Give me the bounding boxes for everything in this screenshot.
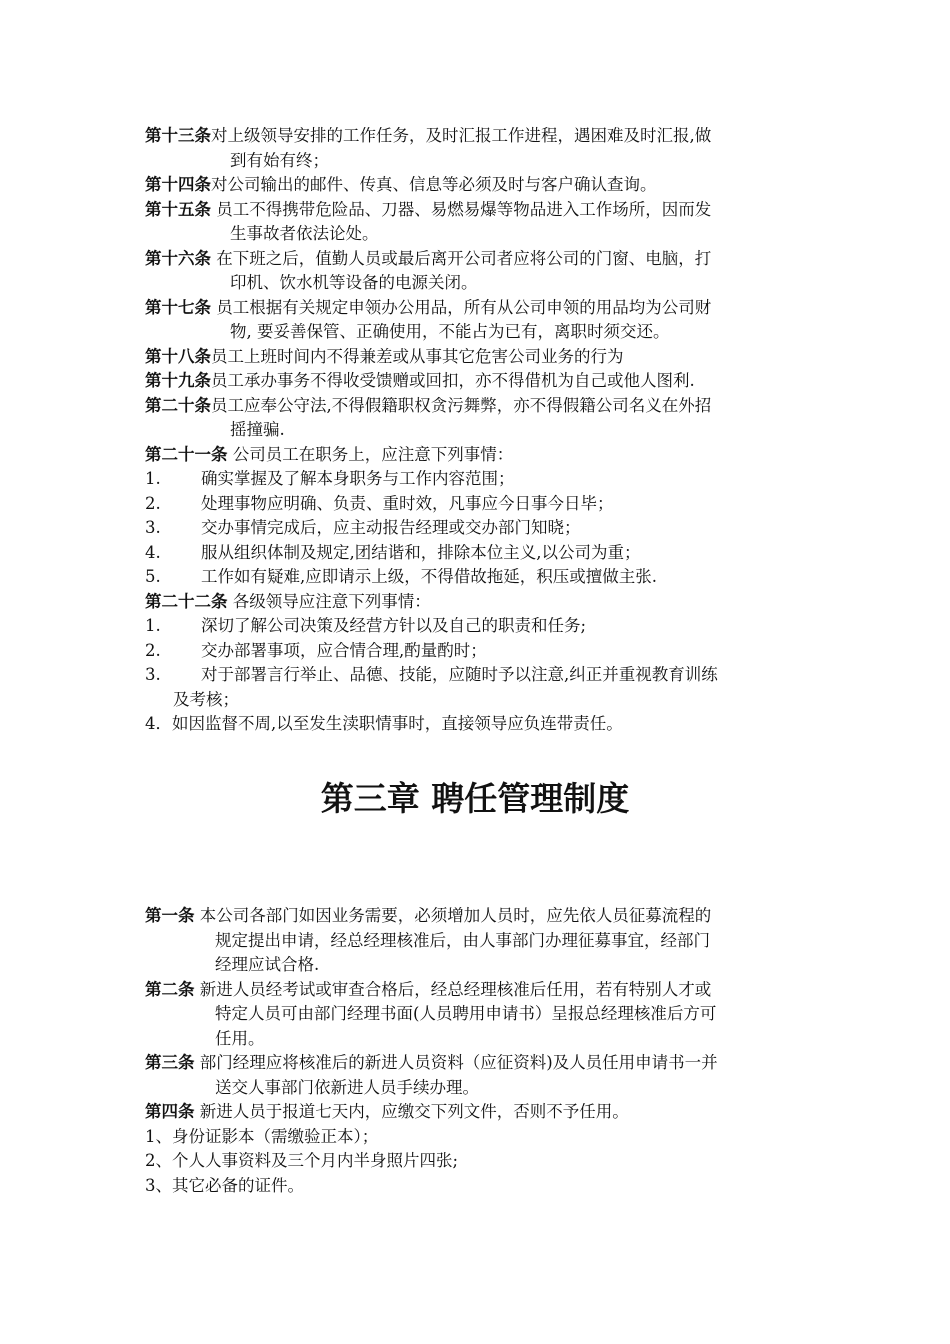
section-chapter2-continued	[145, 124, 810, 737]
list-item-last: 4．如因监督不周,以至发生渎职情事时，直接领导应负连带责任。	[145, 714, 623, 733]
list-item: 4. 服从组织体制及规定,团结谐和，排除本位主义,以公司为重；	[145, 542, 641, 562]
list-item: 3、其它必备的证件。	[145, 1175, 304, 1195]
article-18: 第十八条员工上班时间内不得兼差或从事其它危害公司业务的行为	[145, 346, 624, 366]
list-item: 1、身份证影本（需缴验正本）；	[145, 1126, 379, 1146]
list-item-continuation: 及考核；	[173, 689, 239, 709]
list-item: 1. 确实掌握及了解本身职务与工作内容范围；	[145, 469, 515, 488]
section-chapter3	[145, 904, 810, 1198]
article-20: 第二十条员工应奉公守法,不得假籍职权贪污舞弊，亦不得假籍公司名义在外招 摇撞骗.	[145, 395, 712, 439]
list-item: 3. 交办事情完成后，应主动报告经理或交办部门知晓；	[145, 518, 581, 537]
chapter-title: 第三章 聘任管理制度	[320, 779, 630, 818]
list-item: 3. 对于部署言行举止、品德、技能，应随时予以注意,纠正并重视教育训练	[145, 665, 718, 684]
article-16: 第十六条 在下班之后，值勤人员或最后离开公司者应将公司的门窗、电脑，打 印机、饮水机等设备的电源关闭。	[145, 248, 712, 292]
article-17: 第十七条 员工根据有关规定申领办公用品，所有从公司申领的用品均为公司财 物, 要妥善保管、正确使用，不能占为已有，离职时须交还。	[145, 297, 712, 341]
list-item: 5. 工作如有疑难,应即请示上级，不得借故拖延，积压或擅做主张.	[145, 567, 657, 586]
article-4: 第四条 新进人员于报道七天内，应缴交下列文件，否则不予任用。	[145, 1102, 629, 1121]
article-22: 第二十二条 各级领导应注意下列事情：	[145, 591, 431, 611]
list-item: 2. 交办部署事项，应合情合理,酌量酌时；	[145, 640, 487, 660]
list-item: 2. 处理事物应明确、负责、重时效，凡事应今日事今日毕；	[145, 493, 614, 513]
article-19: 第十九条员工承办事务不得收受馈赠或回扣，亦不得借机为自己或他人图利.	[145, 371, 695, 390]
article-21: 第二十一条 公司员工在职务上，应注意下列事情：	[145, 444, 514, 464]
list-item: 2、个人人事资料及三个月内半身照片四张;	[145, 1151, 459, 1170]
article-1: 第一条 本公司各部门如因业务需要，必须增加人员时，应先依人员征募流程的 规定提出申请，经总经理核准后，由人事部门办理征募事宜，经部门 经理应试合格.	[145, 906, 712, 974]
article-2: 第二条 新进人员经考试或审查合格后，经总经理核准后任用，若有特别人才或 特定人员可由部门经理书面(人员聘用申请书）呈报总经理核准后方可 任用。	[145, 979, 717, 1048]
article-15: 第十五条 员工不得携带危险品、刀器、易燃易爆等物品进入工作场所，因而发 生事故者依法论处。	[145, 199, 712, 243]
article-13: 第十三条对上级领导安排的工作任务，及时汇报工作进程，遇困难及时汇报,做 到有始有终；	[145, 126, 712, 170]
article-3: 第三条 部门经理应将核准后的新进人员资料（应征资料)及人员任用申请书一并 送交人事部门依新进人员手续办理。	[145, 1053, 718, 1097]
article-14: 第十四条对公司输出的邮件、传真、信息等必须及时与客户确认查询。	[145, 175, 657, 194]
list-item: 1. 深切了解公司决策及经营方针以及自己的职责和任务;	[145, 616, 587, 635]
